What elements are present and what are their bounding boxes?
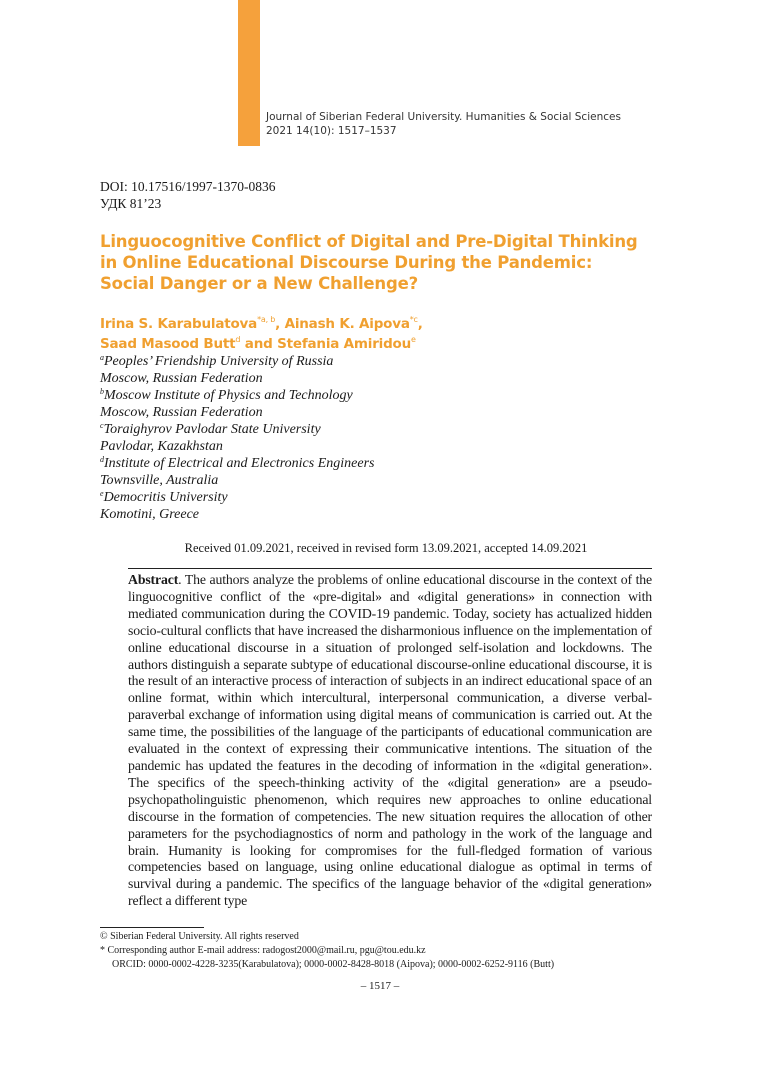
author-conjunction: and: [240, 336, 278, 352]
author-affiliation-mark: *a, b: [257, 315, 276, 324]
abstract-label: Abstract: [128, 572, 179, 587]
affiliation-city: Moscow, Russian Federation: [100, 371, 263, 386]
author-name: Ainash K. Aipova: [284, 316, 410, 332]
author-list: Irina S. Karabulatova$^{*a, b}$, Ainash K. Aipova$^{*c}$, Saad Masood Butt$^d$ and Stefania Amiridou$^e$: [100, 315, 423, 352]
orcid-note: ORCID: 0000-0002-4228-3235(Karabulatova); 0000-0002-8428-8018 (Aipova); 0000-0002-6252-9116 (Butt): [112, 959, 555, 970]
author-affiliation-mark: e: [411, 335, 416, 344]
title-line-3: Social Danger or a New Challenge?: [100, 274, 418, 293]
author-affiliation-mark: *c: [409, 315, 418, 324]
author-name: Stefania Amiridou: [277, 336, 412, 352]
journal-accent-bar: [238, 0, 260, 146]
title-line-1: Linguocognitive Conflict of Digital and Pre-Digital Thinking: [100, 232, 638, 251]
affiliations: [100, 353, 374, 523]
doi[interactable]: DOI: 10.17516/1997-1370-0836: [100, 179, 276, 194]
affiliation-name: $^c$Toraighyrov Pavlodar State University: [100, 421, 321, 437]
journal-name: Journal of Siberian Federal University. Humanities & Social Sciences: [266, 111, 621, 123]
affiliation-city: Townsville, Australia: [100, 473, 219, 488]
journal-header: [266, 110, 621, 138]
affiliation-name: $^e$Democritis University: [100, 489, 228, 505]
abstract-text: . The authors analyze the problems of online educational discourse in the context of the linguocognitive conflict of the «pre-digital» and «digital generations» in connection with mediated communication during the COVID-19 pandemic. Today, society has actualized hidden socio-cultural conflicts that have increased the disharmonious influence on the implementation of online educational discourse in a situation of prolonged self-isolation and lockdowns. The authors distinguish a separate subtype of educational discourse-online educational discourse, it is the result of an interactive process of interaction of subjects in an indirect educational space of an online format, within which intercultural, interpersonal communication, a diverse verbal-paraverbal exchange of information using digital means of communication is carried out. At the same time, the possibilities of the language of the participants of educational communication are evaluated in the context of expressing their communicative intentions. The situation of the pandemic has updated the features in the decoding of information in the «digital generation». The specifics of the speech-thinking activity of the «digital generation» are a pseudo-psychopatholinguistic phenomenon, which requires new approaches to online educational discourse in the formation of competencies. The new situation requires the allocation of other parameters for the psychodiagnostics of norm and pathology in the work of the language and brain. Humanity is looking for compromises for the full-fledged formation of various competencies based on language, using online educational dialogue as optimal in terms of survival during a pandemic. The specifics of the language behavior of the «digital generation» reflect a different type: [128, 572, 652, 909]
author-affiliation-mark: d: [235, 335, 241, 344]
affiliation-name: $^a$Peoples’ Friendship University of Russia: [100, 353, 334, 369]
udk: УДК 81’23: [100, 196, 162, 211]
article-title: [100, 231, 660, 294]
footnote-divider: [100, 927, 204, 928]
affiliation-name: $^b$Moscow Institute of Physics and Technology: [100, 387, 353, 403]
affiliation-city: Komotini, Greece: [100, 507, 200, 522]
journal-issue: 2021 14(10): 1517–1537: [266, 125, 397, 137]
affiliation-name: $^d$Institute of Electrical and Electronics Engineers: [100, 455, 375, 471]
title-line-2: in Online Educational Discourse During the Pandemic:: [100, 253, 593, 272]
copyright-note: © Siberian Federal University. All rights reserved: [100, 931, 299, 942]
footnotes: [100, 930, 660, 972]
abstract-divider: [128, 568, 652, 569]
page-number: – 1517 –: [360, 980, 400, 992]
article-identifiers: [100, 178, 276, 212]
author-name: Irina S. Karabulatova: [100, 316, 258, 332]
corresponding-author-note: * Corresponding author E-mail address: radogost2000@mail.ru, pgu@tou.edu.kz: [100, 945, 426, 956]
author-name: Saad Masood Butt: [100, 336, 236, 352]
received-dates: Received 01.09.2021, received in revised form 13.09.2021, accepted 14.09.2021: [184, 541, 588, 555]
affiliation-city: Moscow, Russian Federation: [100, 405, 263, 420]
abstract: [128, 572, 652, 910]
affiliation-city: Pavlodar, Kazakhstan: [100, 439, 223, 454]
